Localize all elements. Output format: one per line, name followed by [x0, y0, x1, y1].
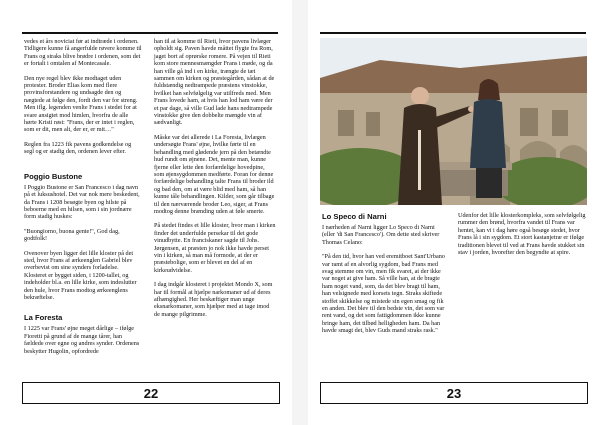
left-column-2	[154, 38, 276, 325]
right-column-2	[458, 212, 588, 263]
paragraph: I Poggio Bustone er San Francesco i dag navn på et luksushotel. Det var nok mere beskedent, da Frans i 1208 besøgte byen og hilste på beboerne med en hilsen, som i sin jordnære form stadig huskes:	[24, 183, 140, 221]
page-number-right: 23	[320, 382, 588, 404]
paragraph: Den nye regel blev ikke modtaget uden protester. Broder Elias kom med flere provinsforstandere og undsagde den og nægtede at følge den, fordi den var for streng. Men iflg. legenden venlte Frans i stedet for at svare ansigtet mod himlen, hvorfra de alle hørte Kristi røst: "Frans, der er intet i reglen, som er dit, men alt, der er, er mit…"	[24, 74, 138, 134]
left-page	[0, 0, 292, 425]
left-column-1	[24, 38, 142, 362]
paragraph: "Buongiorno, buona gente!", God dag, godtfolk!	[24, 227, 120, 243]
section-heading-lo-speco-di-narni: Lo Speco di Narni	[322, 212, 387, 221]
page-number-left: 22	[22, 382, 280, 404]
paragraph: På stedet findes et lille kloster, hvor man i kirken finder det underfulde persekar til det gode vinudbytte. En franciskaner sagde til Johs. Jørgensen, at præsten jo nok ikke havde perset vin i kirken, så man må formode, at der er præstebolige, som er blevet en del af en kirkeudvidelse.	[154, 222, 276, 274]
paragraph: Måske var det allerede i La Foresta, livlægen undersøgte Frans' øjne, hvilke førte til en behandling med glødende jern på den betændte hud rundt om øjnene. Det, mente man, kunne fjerne eller lette den forfærdelige hovedpine, som øjensygdommen medførte. Foran for denne forfærdelige behandling talte Frans til broder ild og bad den, om at være blid med ham, så han kunne tåle behandlingen. Kilder, som går tilbage til den nærværende broder Leo, siger, at Frans modtog denne brænding uden at føle smerte.	[154, 133, 275, 215]
paragraph: "På den tid, hvor han ved eremitboet Sant'Urbano var ramt af en alvorlig sygdom, bad Frans med svag stemme om vin, men fik svaret, at der ikke var noget at give ham. Så ville han, at de bragte ham noget vand, som, da det blev bragt til ham, han velsignede med korsets tegn. Straks skiftede stoffet skikkelse og mistede sin egen smag og fik en anden. Det blev til den bedste vin, det som var rent vand, og det som fattigdommen ikke kunne bringe ham, det tilbød helligheden ham. Da han havde smagt det, blev Guds mand straks rask."	[322, 253, 445, 335]
paragraph: I dag indgår klosteret i projektet Mondo X, som har til formål at hjælpe narkomaner ud af deres afhængighed. Her beskæftiger man unge eksnarkomaner, som hjælper med at tage imod de mange pilgrimme.	[154, 281, 273, 318]
right-column-1	[322, 212, 448, 342]
paragraph: I 1225 var Frans' øjne meget dårlige – ifølge Fioretti på grund af de mange tårer, han fældede over egne og andres synder. Ordenens beskytter Hugolin, opfordrede	[24, 325, 140, 355]
photo-friar-and-woman-at-well	[320, 38, 587, 205]
paragraph: I nærheden af Narni ligger Lo Speco di Narni (eller 'di San Francesco'). Om dette sted skriver Thomas Celano:	[322, 224, 440, 246]
book-gutter	[292, 0, 308, 425]
paragraph: Udenfor det lille klosterkompleks, som selvfølgelig rummer den brønd, hvorfra vandet til Frans var hentet, kan vi i dag høre også besøge stedet, hvor Frans lå i sin sygdom. Et stort kastanjetræ er ifølge traditionen blevet til ved at Frans havde stukket sin stav i jorden, hvorefter den begyndte at spire.	[458, 212, 586, 257]
right-page	[308, 0, 600, 425]
paragraph: vedes et års noviciat før at indtræde i ordenen. Tidligere kunne få angerfulde røvere komme til Frans og straks blive brødre i ordenen, som det er fortalt i omtalen af Montecasale.	[24, 38, 142, 68]
top-rule	[320, 32, 586, 34]
photo-illustration	[320, 38, 587, 205]
paragraph: Reglen fra 1223 fik pavens godkendelse og segl og er stadig den, ordenen lever efter.	[24, 140, 132, 156]
section-heading-la-foresta: La Foresta	[24, 313, 63, 323]
section-heading-poggio-bustone: Poggio Bustone	[24, 171, 83, 181]
top-rule	[22, 32, 278, 34]
paragraph: Ovenover byen ligger det lille kloster på det sted, hvor Frans af ærkeenglen Gabriel blev overbevist om sine synders forladelse. Klosteret er bygget siden, i 1200-tallet, og indeholder bl.a. en lille kirke, som indeslutter den hule, hvor Frans modtog ærkeenglens bekræftelse.	[24, 249, 137, 301]
paragraph: han til at komme til Rieti, hvor pavens livlæger opholdt sig. Paven havde måttet flygte fra Rom, jaget bort af oprørske romere. På vejen til Rieti kom store mennesmængder Frans i møde, og da han ville gå ind i en kirke, trængte de tæt sammen om kirken og præstegården, sådan at de fuldstændig nedtrampede præstens vinstokke, hvilket han selvfølgelig var utilfreds med. Men Frans lovede ham, at hvis han lod ham være der et par dage, så ville Gud lade hans nedtrampede vinstokke give den dobbelte mængde vin af sædvanligt.	[154, 38, 275, 127]
